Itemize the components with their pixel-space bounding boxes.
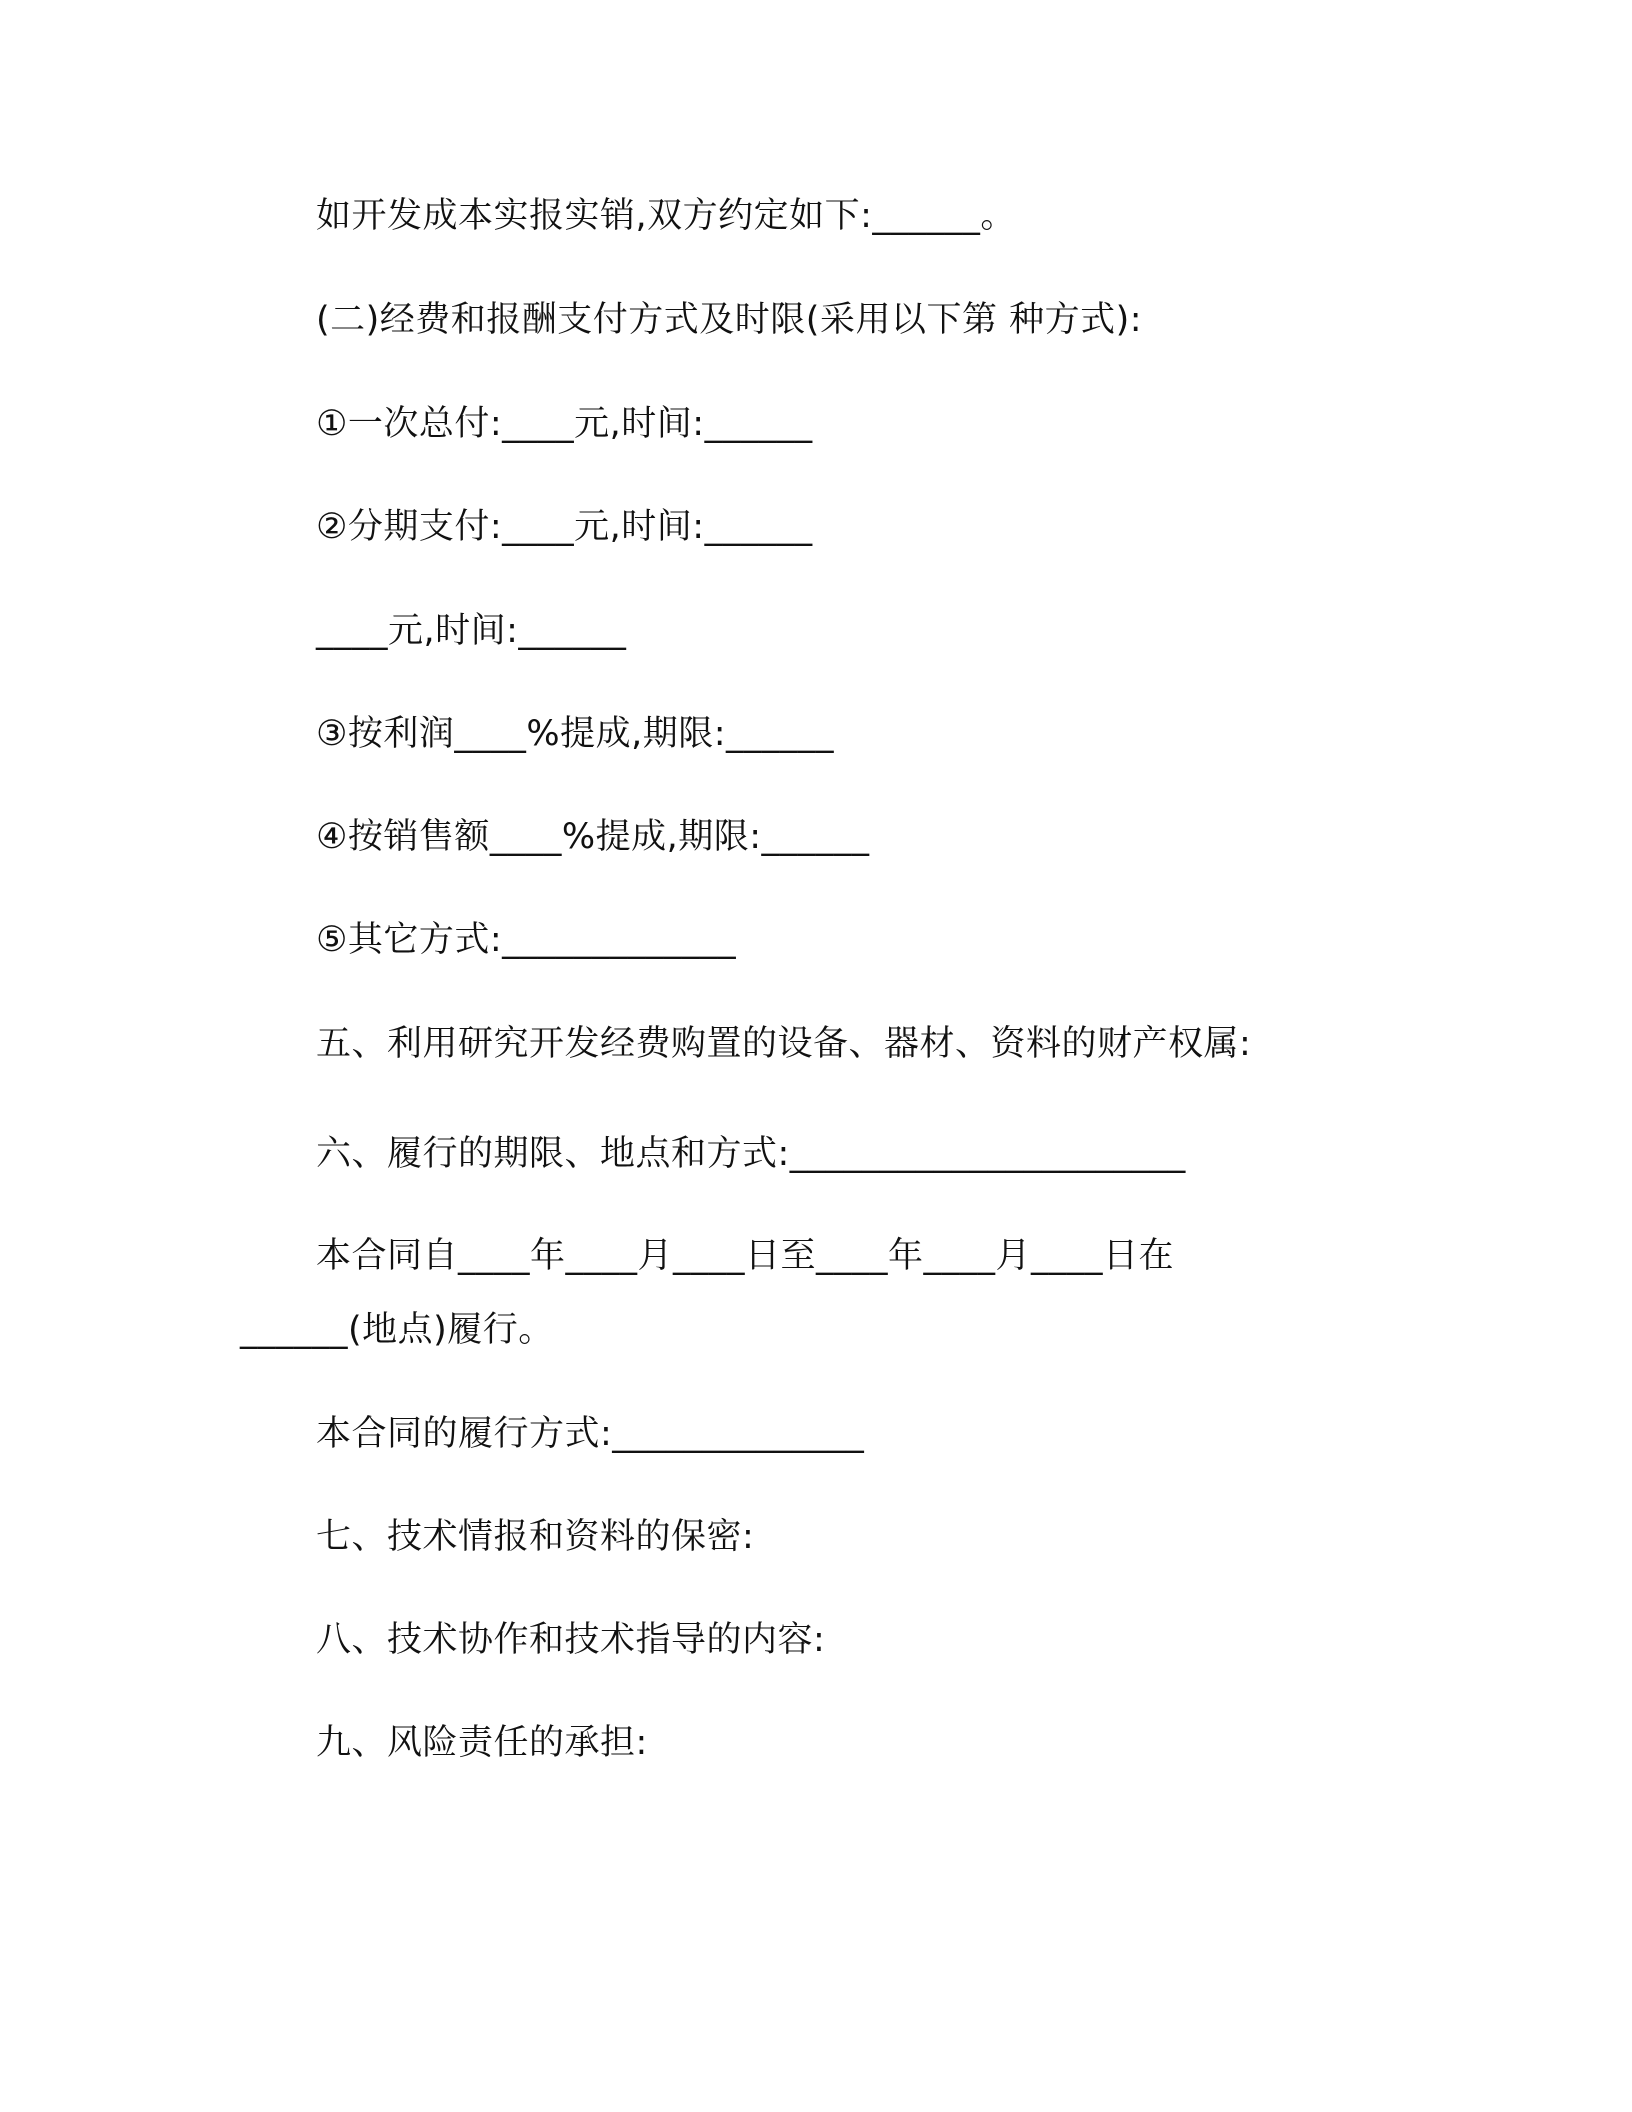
text-line-installment-continued: ____元,时间:______: [316, 611, 627, 651]
text-line-other-method: ⑤其它方式:_____________: [316, 920, 737, 960]
text-line-section-eight: 八、技术协作和技术指导的内容:: [316, 1620, 826, 1660]
text-line-section-six: 六、履行的期限、地点和方式:______________________: [316, 1134, 1186, 1174]
text-line-performance-method: 本合同的履行方式:______________: [316, 1414, 865, 1454]
text-line-section-seven: 七、技术情报和资料的保密:: [316, 1517, 755, 1557]
text-line-section-nine: 九、风险责任的承担:: [316, 1723, 648, 1763]
text-line-contract-period: 本合同自____年____月____日至____年____月____日在: [316, 1236, 1175, 1276]
text-line-lump-sum: ①一次总付:____元,时间:______: [316, 404, 813, 444]
text-line-payment-method-heading: (二)经费和报酬支付方式及时限(采用以下第 种方式):: [316, 300, 1143, 340]
text-line-contract-location: ______(地点)履行。: [240, 1310, 554, 1350]
text-line-section-five: 五、利用研究开发经费购置的设备、器材、资料的财产权属:: [316, 1024, 1252, 1064]
text-line-profit-share: ③按利润____%提成,期限:______: [316, 714, 835, 754]
text-line-installments: ②分期支付:____元,时间:______: [316, 507, 813, 547]
text-line-sales-share: ④按销售额____%提成,期限:______: [316, 817, 870, 857]
text-line-cost-reimbursement: 如开发成本实报实销,双方约定如下:______。: [316, 196, 1016, 236]
